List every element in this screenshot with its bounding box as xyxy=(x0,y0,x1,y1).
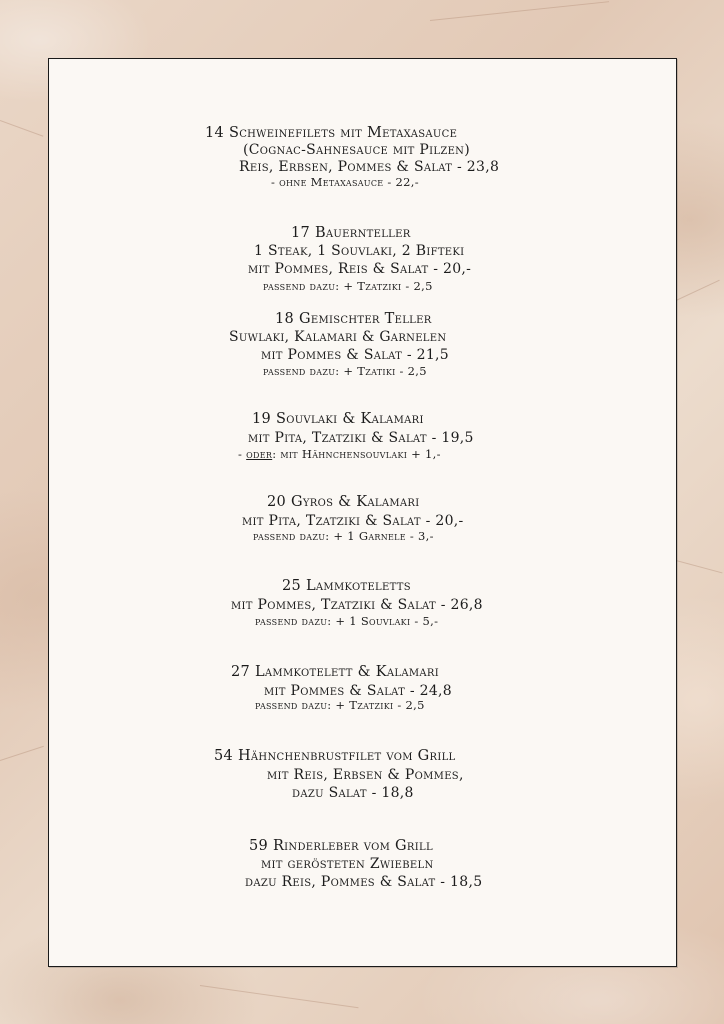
dish-19-oder: oder xyxy=(246,447,273,461)
dish-54-line-2: dazu Salat - 18,8 xyxy=(292,785,414,801)
dish-18-line-3: passend dazu: + Tzatiki - 2,5 xyxy=(263,364,427,378)
stone-crack xyxy=(430,1,609,21)
dish-14-title: 14 Schweinefilets mit Metaxasauce xyxy=(205,125,458,141)
stone-crack xyxy=(0,746,44,761)
dish-19-line-2 xyxy=(238,449,441,461)
stone-crack xyxy=(200,985,359,1008)
dish-59-title: 59 Rinderleber vom Grill xyxy=(249,838,433,854)
menu-page xyxy=(48,58,677,967)
dish-18-line-1: Suwlaki, Kalamari & Garnelen xyxy=(229,329,447,345)
dish-25-line-2: passend dazu: + 1 Souvlaki - 5,- xyxy=(255,614,439,628)
dish-19-line-2-suffix: : mit Hähnchensouvlaki + 1,- xyxy=(272,447,441,461)
dish-27-title: 27 Lammkotelett & Kalamari xyxy=(231,664,440,680)
dish-20-line-1: mit Pita, Tzatziki & Salat - 20,- xyxy=(242,513,464,529)
dish-54-title: 54 Hähnchenbrustfilet vom Grill xyxy=(214,748,456,764)
dish-19-line-1: mit Pita, Tzatziki & Salat - 19,5 xyxy=(248,430,474,446)
dish-17-line-2: mit Pommes, Reis & Salat - 20,- xyxy=(248,261,472,277)
dish-17-line-1: 1 Steak, 1 Souvlaki, 2 Bifteki xyxy=(254,243,465,259)
dish-25-title: 25 Lammkoteletts xyxy=(282,578,411,594)
dish-19-line-2-prefix: - xyxy=(238,447,247,461)
stone-crack xyxy=(0,120,43,137)
dish-20-line-2: passend dazu: + 1 Garnele - 3,- xyxy=(253,529,434,543)
dish-19-title: 19 Souvlaki & Kalamari xyxy=(252,411,424,427)
dish-17-line-3: passend dazu: + Tzatziki - 2,5 xyxy=(263,279,433,293)
dish-17-title: 17 Bauernteller xyxy=(291,225,411,241)
dish-59-line-2: dazu Reis, Pommes & Salat - 18,5 xyxy=(245,874,483,890)
dish-59-line-1: mit gerösteten Zwiebeln xyxy=(261,856,434,872)
dish-18-line-2: mit Pommes & Salat - 21,5 xyxy=(261,347,450,363)
dish-27-line-2: passend dazu: + Tzatziki - 2,5 xyxy=(255,698,425,712)
dish-25-line-1: mit Pommes, Tzatziki & Salat - 26,8 xyxy=(231,597,483,613)
dish-14-line-3: - ohne Metaxasauce - 22,- xyxy=(271,175,419,189)
dish-18-title: 18 Gemischter Teller xyxy=(275,311,432,327)
dish-27-line-1: mit Pommes & Salat - 24,8 xyxy=(264,683,453,699)
dish-20-title: 20 Gyros & Kalamari xyxy=(267,494,420,510)
stone-crack xyxy=(676,280,720,301)
stone-crack xyxy=(676,560,723,573)
dish-14-line-2: Reis, Erbsen, Pommes & Salat - 23,8 xyxy=(239,159,500,175)
dish-54-line-1: mit Reis, Erbsen & Pommes, xyxy=(267,767,464,783)
dish-14-line-1: (Cognac-Sahnesauce mit Pilzen) xyxy=(243,142,470,158)
